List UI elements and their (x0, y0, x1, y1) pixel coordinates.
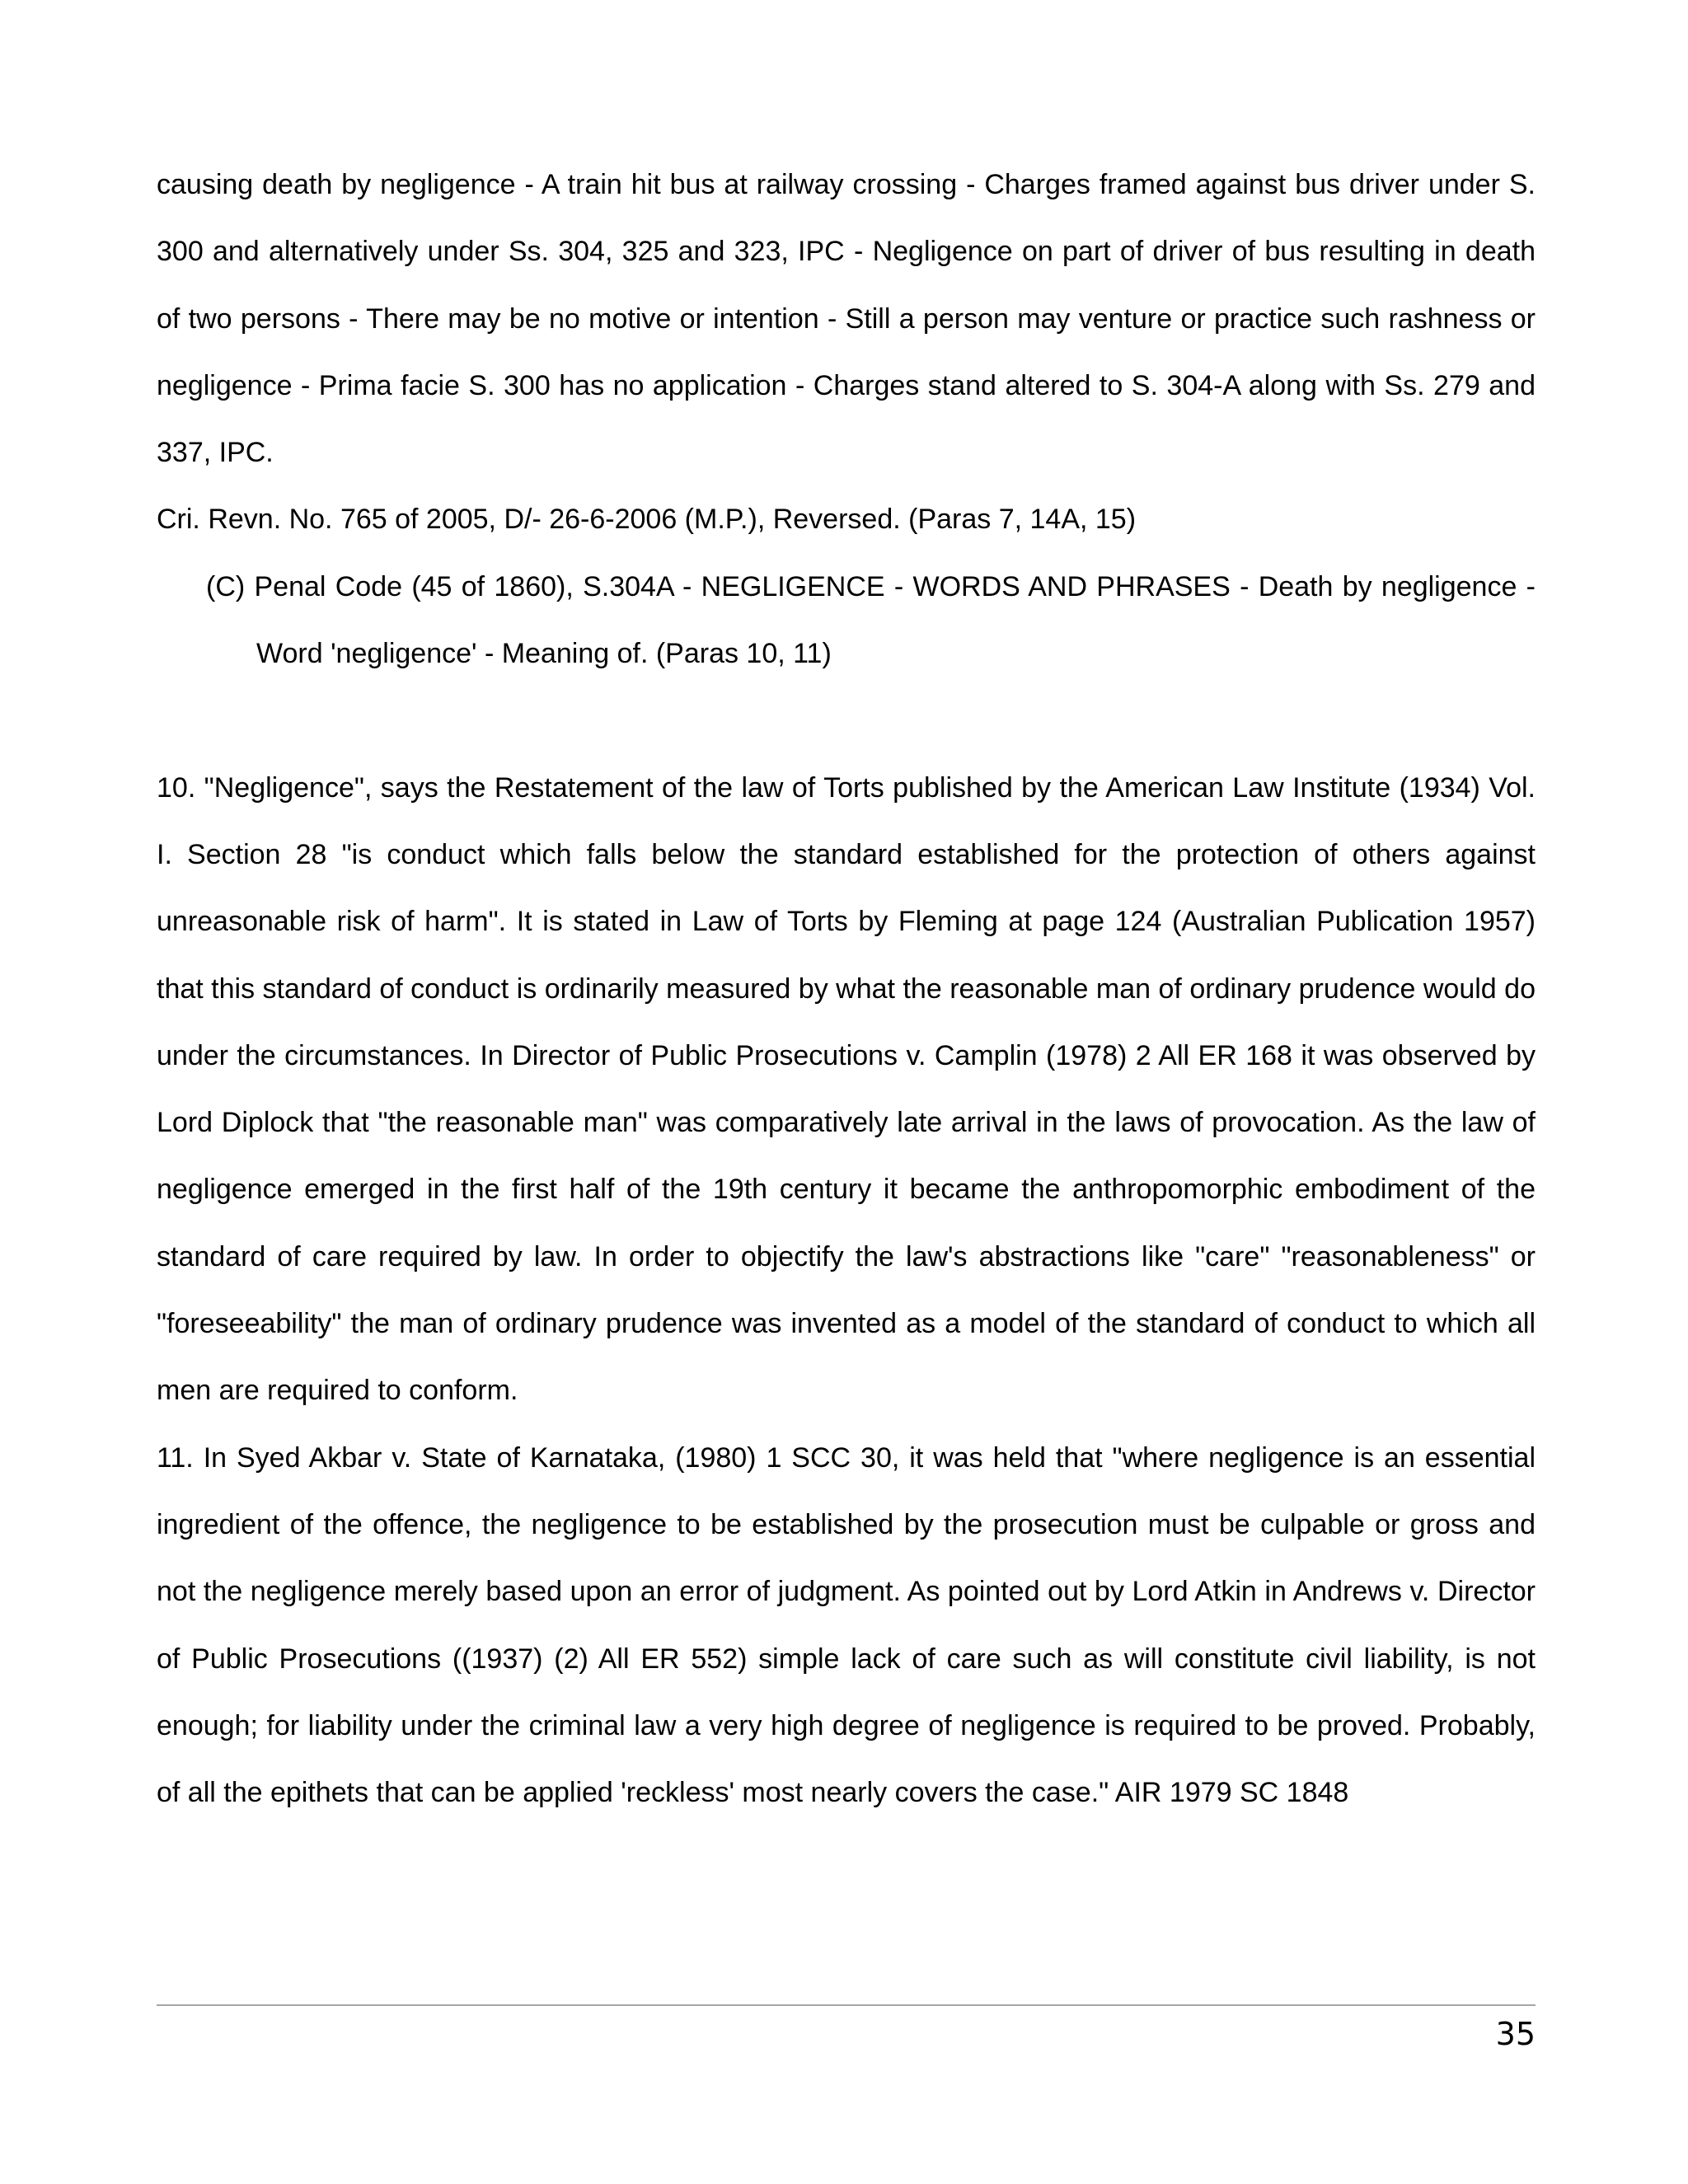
page-number: 35 (1495, 2016, 1536, 2052)
document-page (157, 0, 1536, 2184)
footer-divider (157, 2004, 1536, 2006)
citation-line: Cri. Revn. No. 765 of 2005, D/- 26-6-2006 (M.P.), Reversed. (Paras 7, 14A, 15) (157, 504, 1137, 536)
headnote-c-gap (245, 571, 254, 602)
headnote-c-label: (C) (206, 570, 246, 602)
paragraph-spacer (157, 687, 1536, 754)
paragraph-10: 10. "Negligence", says the Restatement of the law of Torts published by the American Law Institute (1934) Vol. I. Section 28 "is conduct which falls below the standard established for the protection of others against unreasonable risk of harm". It is stated in Law of Torts by Fleming at page 124 (Australian Publication 1957) that this standard of conduct is ordinarily measured by what the reasonable man of ordinary prudence would do under the circumstances. In Director of Public Prosecutions v. Camplin (1978) 2 All ER 168 it was observed by Lord Diplock that "the reasonable man" was comparatively late arrival in the laws of provocation. As the law of negligence emerged in the first half of the 19th century it became the anthropomorphic embodiment of the standard of care required by law. In order to objectify the law's abstractions like "care" "reasonableness" or "foreseeability" the man of ordinary prudence was invented as a model of the standard of conduct to which all men are required to conform. (157, 771, 1536, 1407)
headnote-b-continued: causing death by negligence - A train hit bus at railway crossing - Charges framed against bus driver under S. 300 and alternatively under Ss. 304, 325 and 323, IPC - Negligence on part of driver of bus resulting in death of two persons - There may be no motive or intention - Still a person may venture or practice such rashness or negligence - Prima facie S. 300 has no application - Charges stand altered to S. 304-A along with Ss. 279 and 337, IPC. (157, 169, 1536, 469)
paragraph-11: 11. In Syed Akbar v. State of Karnataka, (1980) 1 SCC 30, it was held that "where negligence is an essential ingredient of the offence, the negligence to be established by the prosecution must be culpable or gross and not the negligence merely based upon an error of judgment. As pointed out by Lord Atkin in Andrews v. Director of Public Prosecutions ((1937) (2) All ER 552) simple lack of care such as will constitute civil liability, is not enough; for liability under the criminal law a very high degree of negligence is required to be proved. Probably, of all the epithets that can be applied 'reckless' most nearly covers the case." AIR 1979 SC 1848 (157, 1441, 1536, 1809)
document-body (157, 152, 1536, 1826)
headnote-c-text: Penal Code (45 of 1860), S.304A - NEGLIGENCE - WORDS AND PHRASES - Death by negligence - Word 'negligence' - Meaning of. (Paras 10, 11) (254, 570, 1536, 670)
headnote-c (206, 554, 1536, 688)
